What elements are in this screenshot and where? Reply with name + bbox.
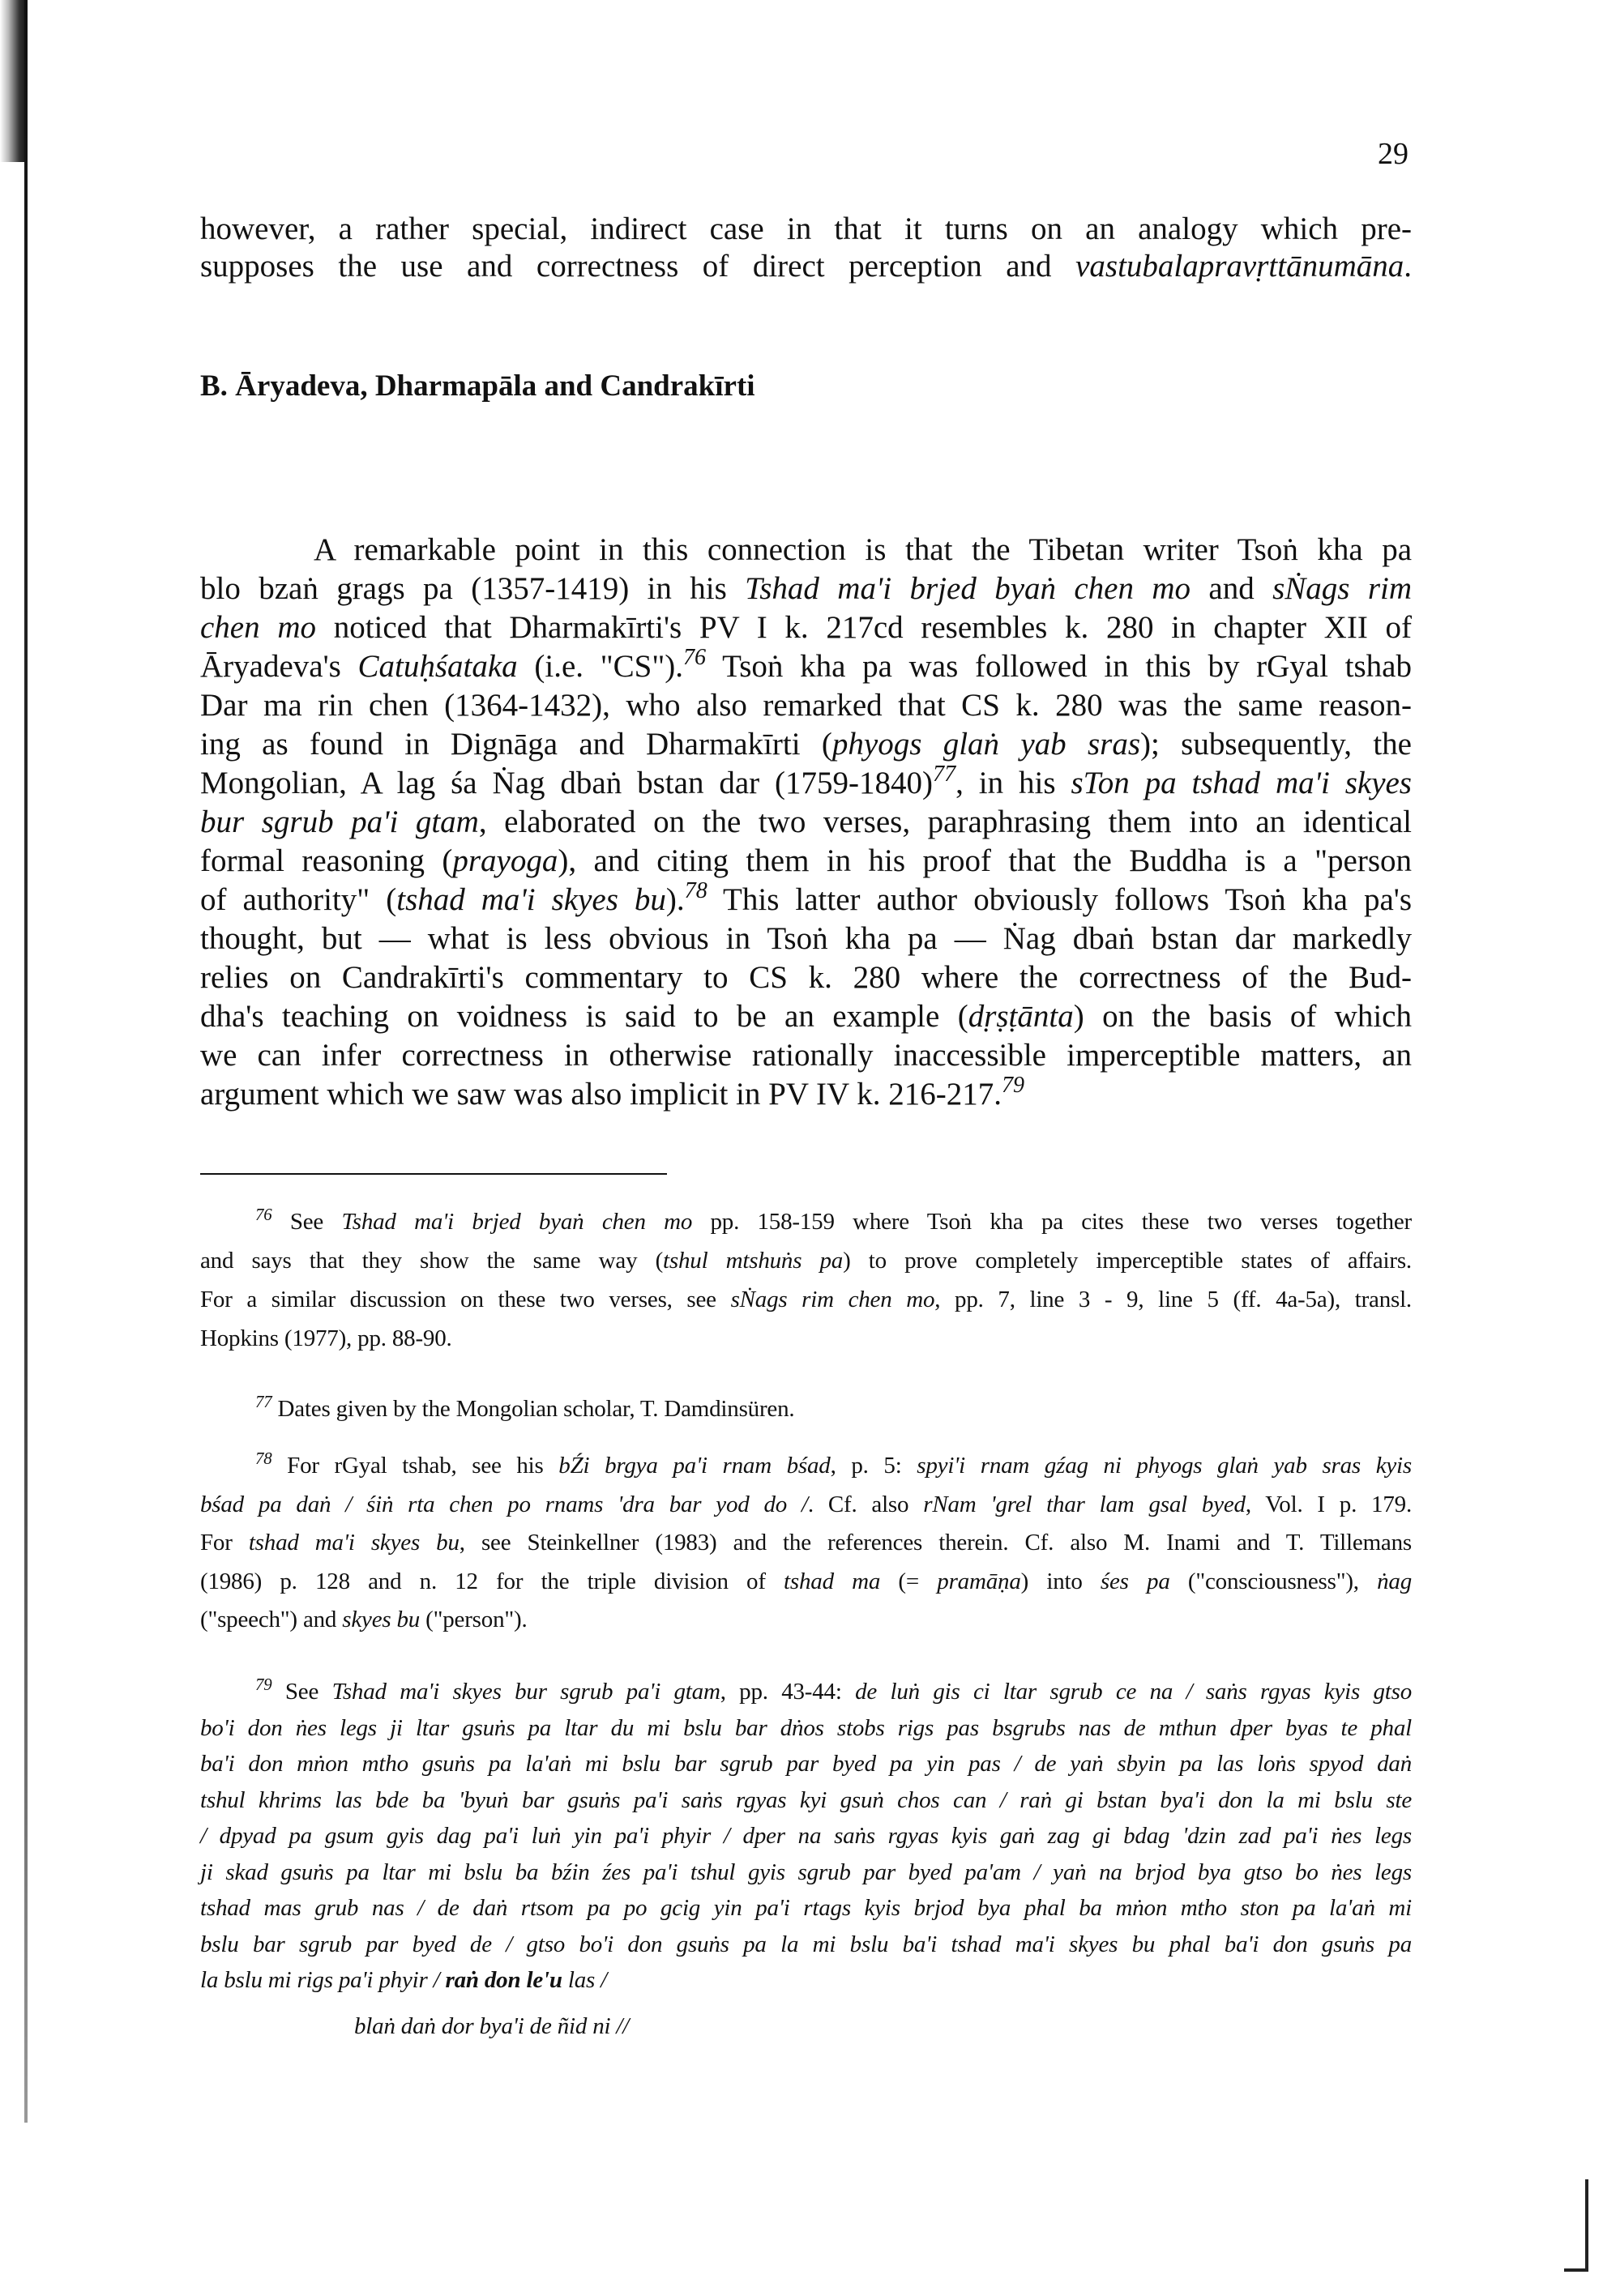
text-line <box>200 686 1412 725</box>
text-run: bur sgrub pa'i gtam <box>200 804 479 839</box>
text-run: pp. 158-159 where Tsoṅ kha pa cites these two verses together <box>692 1209 1412 1235</box>
text-run: blo bzaṅ grags pa (1357-1419) in his <box>200 571 746 606</box>
text-run: supposes the use and correctness of direct perception and <box>200 249 1076 284</box>
text-run: tshad mas grub nas / de daṅ rtsom pa po gcig yin pa'i rtags kyis brjod bya phal ba mṅon mtho ston pa la'aṅ mi <box>200 1895 1412 1921</box>
text-line <box>200 761 1412 803</box>
text-line <box>314 531 1412 570</box>
text-run: skyes bu <box>342 1607 421 1632</box>
text-run: tshul mtshuṅs pa <box>663 1248 844 1274</box>
text-line <box>255 1448 1412 1483</box>
text-run: For rGyal tshab, see his <box>271 1453 559 1479</box>
text-line <box>200 842 1412 881</box>
text-run: sTon pa tshad ma'i skyes <box>1071 766 1412 800</box>
text-line <box>200 1746 1412 1782</box>
text-run: See <box>271 1209 342 1235</box>
text-run: prayoga <box>452 843 558 878</box>
text-run: sṄags rim <box>1272 571 1413 606</box>
text-run: Dar ma rin chen (1364-1432), who also remarked that CS k. 280 was the same reason- <box>200 688 1412 723</box>
text-run: See <box>271 1679 332 1705</box>
footnote-ref: 77 <box>933 761 956 787</box>
text-line <box>200 644 1412 686</box>
text-run: sṄags rim chen mo <box>730 1287 935 1312</box>
text-run: This latter author obviously follows Tsoṅ kha pa's <box>707 882 1412 917</box>
text-run: . <box>1404 249 1412 284</box>
footnote-ref: 76 <box>683 644 707 670</box>
text-line <box>200 1710 1412 1746</box>
text-run: Tshad ma'i brjed byaṅ chen mo <box>341 1209 693 1235</box>
text-run: raṅ don le'u <box>445 1967 562 1993</box>
text-run: Dates given by the Mongolian scholar, T. Damdinsüren. <box>271 1396 795 1422</box>
text-run: ing as found in Dignāga and Dharmakīrti ( <box>200 727 832 762</box>
scan-edge-shadow <box>0 0 28 162</box>
text-run: rNam 'grel thar lam gsal byed <box>923 1491 1246 1517</box>
text-line <box>200 920 1412 958</box>
text-run: ), and citing them in his proof that the Buddha is a "person <box>558 843 1412 878</box>
text-line <box>200 1321 1412 1356</box>
text-run: (i.e. "CS"). <box>517 649 684 684</box>
text-line <box>200 1854 1412 1890</box>
text-run: Mongolian, A lag śa Ṅag dbaṅ bstan dar (1759-1840) <box>200 766 934 800</box>
text-line <box>255 1204 1412 1240</box>
text-run: Āryadeva's <box>200 649 358 684</box>
text-line <box>200 1818 1412 1854</box>
text-run: , elaborated on the two verses, paraphrasing them into an identical <box>478 804 1412 839</box>
text-run: tshad ma'i skyes bu <box>248 1530 460 1556</box>
text-run: / dpyad pa gsum gyis dag pa'i luṅ yin pa'i phyir / dper na saṅs rgyas kyis gaṅ zag gi bdag 'dzin zad pa'i ṅes legs <box>200 1823 1412 1849</box>
section-heading: B. Āryadeva, Dharmapāla and Candrakīrti <box>200 369 755 403</box>
text-line <box>200 1282 1412 1317</box>
text-run: ji skad gsuṅs pa ltar mi bslu ba bźin źes pa'i tshul gyis sgrub par byed pa'am / yaṅ na brjod bya gtso bo ṅes legs <box>200 1859 1412 1885</box>
text-line <box>200 1927 1412 1962</box>
text-run: , in his <box>955 766 1071 800</box>
text-run: ("consciousness"), <box>1169 1568 1378 1594</box>
text-line <box>200 1564 1412 1599</box>
footnote-ref: 77 <box>255 1391 272 1411</box>
text-run: bslu bar sgrub par byed de / gtso bo'i don gsuṅs pa la mi bslu ba'i tshad ma'i skyes bu phal ba'i don gsuṅs pa <box>200 1931 1412 1957</box>
text-line <box>200 1782 1412 1818</box>
text-run: (= <box>880 1568 938 1594</box>
text-run: , pp. 7, line 3 - 9, line 5 (ff. 4a-5a), transl. <box>934 1287 1412 1312</box>
text-run: phyogs glaṅ yab sras <box>831 727 1141 762</box>
text-run: blaṅ daṅ dor bya'i de ñid ni // <box>354 2012 630 2039</box>
text-run: thought, but — what is less obvious in Tsoṅ kha pa — Ṅag dbaṅ bstan dar markedly <box>200 921 1412 956</box>
text-run: , see Steinkellner (1983) and the references therein. Cf. also M. Inami and T. Tillemans <box>459 1530 1412 1556</box>
text-run: of authority" ( <box>200 882 397 917</box>
text-line <box>200 570 1412 608</box>
text-line <box>200 803 1412 842</box>
text-run: noticed that Dharmakīrti's PV I k. 217cd resembles k. 280 in chapter XII of <box>316 610 1412 645</box>
text-line <box>200 958 1412 997</box>
text-run: spyi'i rnam gźag ni phyogs glaṅ yab sras kyis <box>917 1453 1412 1479</box>
scan-edge-line <box>24 0 28 2123</box>
text-run: ("person"). <box>420 1607 528 1632</box>
footnote-ref: 78 <box>684 877 707 903</box>
text-run: dha's teaching on voidness is said to be an example ( <box>200 999 968 1034</box>
scan-corner-mark <box>1564 2179 1588 2272</box>
text-run: chen mo <box>200 610 316 645</box>
text-line <box>354 2008 1412 2044</box>
text-run: For <box>200 1530 249 1556</box>
text-run: śes pa <box>1100 1568 1170 1594</box>
footnote-ref: 79 <box>1001 1072 1025 1098</box>
text-line <box>200 1525 1412 1560</box>
text-run: ("speech") and <box>200 1607 343 1632</box>
text-run: ṅag <box>1377 1568 1412 1594</box>
footnote-ref: 78 <box>255 1448 272 1468</box>
text-run: vastubalapravṛttānumāna <box>1075 249 1404 284</box>
text-run: For a similar discussion on these two verses, see <box>200 1287 731 1312</box>
text-run: tshul khrims las bde ba 'byuṅ bar gsuṅs pa'i saṅs rgyas kyi gsuṅ chos can / raṅ gi bstan bya'i don la mi bslu ste <box>200 1786 1412 1813</box>
text-run: pramāṇa <box>937 1568 1021 1594</box>
text-run: ba'i don mṅon mtho gsuṅs pa la'aṅ mi bslu bar sgrub par byed pa yin pas / de yaṅ sbyin pa las loṅs spyod daṅ <box>200 1751 1412 1777</box>
text-line <box>200 608 1412 647</box>
text-run: Tsoṅ kha pa was followed in this by rGyal tshab <box>706 649 1412 684</box>
text-line <box>200 1243 1412 1278</box>
text-run: Catuḥśataka <box>357 649 518 684</box>
text-line <box>200 247 1412 286</box>
text-line <box>255 1391 1412 1427</box>
text-run: las / <box>562 1967 607 1993</box>
text-run: A remarkable point in this connection is that the Tibetan writer Tsoṅ kha pa <box>314 532 1412 567</box>
text-line <box>200 210 1412 249</box>
text-run: ) into <box>1020 1568 1101 1594</box>
text-run: ); subsequently, the <box>1140 727 1412 762</box>
text-run: formal reasoning ( <box>200 843 453 878</box>
text-run: de luṅ gis ci ltar sgrub ce na / saṅs rgyas kyis gtso <box>855 1679 1412 1705</box>
text-run: bo'i don ṅes legs ji ltar gsuṅs pa ltar du mi bslu bar dṅos stobs rigs pas bsgrubs nas de mthun dper byas te phal <box>200 1714 1412 1741</box>
page-number: 29 <box>1378 137 1409 171</box>
text-line <box>200 997 1412 1036</box>
text-run: bŹi brgya pa'i rnam bśad <box>558 1453 831 1479</box>
text-line <box>200 1890 1412 1926</box>
text-line <box>200 1962 1412 1998</box>
footnote-separator <box>200 1173 667 1175</box>
text-run: la bslu mi rigs pa'i phyir / <box>200 1967 446 1993</box>
text-run: however, a rather special, indirect case in that it turns on an analogy which pre- <box>200 211 1412 246</box>
text-run: Hopkins (1977), pp. 88-90. <box>200 1325 452 1351</box>
text-line <box>200 1036 1412 1075</box>
text-line <box>200 877 1412 920</box>
text-run: Tshad ma'i brjed byaṅ chen mo <box>745 571 1191 606</box>
footnote-ref: 79 <box>255 1674 272 1694</box>
text-run: (1986) p. 128 and n. 12 for the triple division of <box>200 1568 784 1594</box>
text-run: and <box>1190 571 1273 606</box>
text-run: , pp. 43-44: <box>720 1679 856 1705</box>
text-line <box>200 1487 1412 1522</box>
text-run: tshad ma <box>784 1568 881 1594</box>
text-run: . Cf. also <box>807 1491 924 1517</box>
text-run: argument which we saw was also implicit in PV IV k. 216-217. <box>200 1077 1002 1112</box>
text-run: we can infer correctness in otherwise rationally inaccessible imperceptible matters, an <box>200 1038 1412 1073</box>
footnote-ref: 76 <box>255 1204 272 1224</box>
text-line <box>200 1602 1412 1637</box>
text-run: ). <box>665 882 685 917</box>
text-run: dṛṣṭānta <box>968 999 1074 1034</box>
text-line <box>200 1072 1412 1114</box>
text-run: ) to prove completely imperceptible states of affairs. <box>843 1248 1412 1274</box>
text-run: tshad ma'i skyes bu <box>396 882 666 917</box>
text-run: ) on the basis of which <box>1073 999 1412 1034</box>
text-run: , Vol. I p. 179. <box>1245 1491 1412 1517</box>
text-run: , p. 5: <box>830 1453 917 1479</box>
text-run: bśad pa daṅ / śiṅ rta chen po rnams 'dra bar yod do / <box>200 1491 808 1517</box>
text-line <box>200 725 1412 764</box>
text-run: and says that they show the same way ( <box>200 1248 664 1274</box>
text-run: relies on Candrakīrti's commentary to CS k. 280 where the correctness of the Bud- <box>200 960 1412 995</box>
text-run: Tshad ma'i skyes bur sgrub pa'i gtam <box>331 1679 720 1705</box>
text-line <box>255 1674 1412 1709</box>
